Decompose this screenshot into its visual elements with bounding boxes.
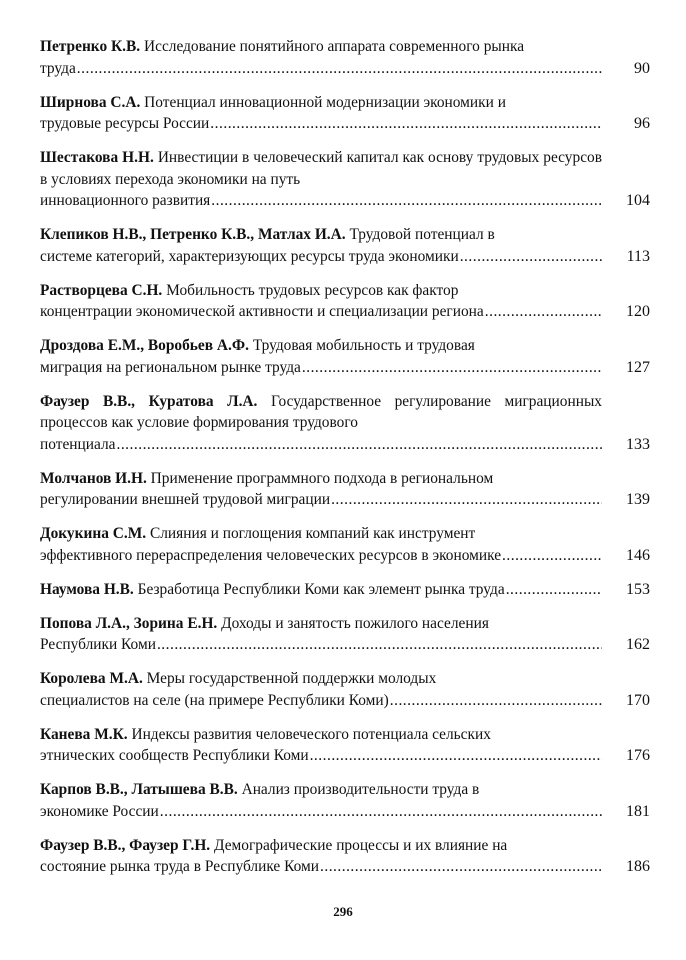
- dot-leader: [320, 856, 602, 878]
- toc-entry-text: [40, 724, 602, 767]
- entry-authors: Шестакова Н.Н.: [40, 149, 154, 166]
- dot-leader: [160, 801, 602, 823]
- dot-leader: [460, 246, 602, 268]
- toc-entry: [40, 335, 650, 378]
- entry-authors: Петренко К.В.: [40, 38, 141, 55]
- table-of-contents: [40, 36, 650, 890]
- toc-entry-text: [40, 391, 602, 456]
- entry-title: Потенциал инновационной модернизации экономики и: [144, 93, 506, 111]
- toc-entry: [40, 468, 650, 511]
- entry-title: Доходы и занятость пожилого населения: [221, 614, 489, 632]
- entry-title-end: системе категорий, характеризующих ресурсы труда экономики: [40, 247, 459, 265]
- dot-leader: [157, 634, 602, 656]
- entry-title-end: трудовые ресурсы России: [40, 115, 210, 132]
- entry-page-number: 104: [626, 192, 650, 209]
- entry-title-end: миграция на региональном рынке труда: [40, 358, 301, 376]
- entry-authors: Докукина С.М.: [40, 525, 147, 542]
- dot-leader: [211, 190, 602, 212]
- entry-authors: Фаузер В.В., Фаузер Г.Н.: [40, 836, 211, 854]
- entry-title: Применение программного подхода в региональном: [150, 469, 494, 487]
- entry-title-end: состояние рынка труда в Республике Коми: [40, 858, 319, 875]
- toc-entry: [40, 224, 650, 267]
- entry-title-end: инновационного развития: [40, 192, 211, 209]
- entry-title-end: эффективного перераспределения человеческих ресурсов в экономике: [40, 546, 502, 564]
- entry-title: Государственное регулирование миграционных процессов как условие формирования трудового: [40, 392, 602, 431]
- entry-authors: Клепиков Н.В., Петренко К.В., Матлах И.А.: [40, 226, 346, 243]
- entry-authors: Попова Л.А., Зорина Е.Н.: [40, 614, 218, 632]
- entry-authors: Фаузер В.В., Куратова Л.А.: [40, 392, 258, 410]
- entry-page-number: 113: [626, 247, 650, 265]
- entry-page-number: 186: [626, 858, 650, 875]
- entry-page-number: 133: [626, 435, 650, 453]
- toc-entry: [40, 280, 650, 323]
- toc-entry: [40, 92, 650, 135]
- entry-page-number: 170: [626, 691, 650, 709]
- toc-entry: [40, 724, 650, 767]
- entry-title-end: Республики Коми: [40, 636, 156, 653]
- toc-entry: [40, 835, 650, 878]
- dot-leader: [485, 301, 602, 323]
- entry-title-end: концентрации экономической активности и специализации региона: [40, 303, 484, 320]
- dot-leader: [506, 579, 602, 601]
- entry-title: Меры государственной поддержки молодых: [146, 670, 437, 687]
- entry-title: Исследование понятийного аппарата современного рынка: [144, 38, 525, 55]
- entry-title: Анализ производительности труда в: [241, 781, 480, 798]
- entry-title: Слияния и поглощения компаний как инструмент: [149, 525, 476, 542]
- entry-title-end: Безработица Республики Коми как элемент рынка труда: [137, 580, 505, 598]
- toc-entry: [40, 36, 650, 79]
- dot-leader: [390, 690, 602, 712]
- entry-authors: Канева М.К.: [40, 725, 128, 743]
- entry-page-number: 90: [634, 59, 650, 77]
- dot-leader: [331, 489, 602, 511]
- entry-title-end: специалистов на селе (на примере Республики Коми): [40, 691, 389, 709]
- entry-page-number: 120: [626, 303, 650, 320]
- toc-entry-text: [40, 280, 602, 323]
- entry-page-number: 96: [634, 115, 650, 132]
- entry-title-end: регулировании внешней трудовой миграции: [40, 491, 331, 508]
- page-number: 296: [333, 904, 353, 919]
- toc-entry: [40, 779, 650, 822]
- toc-entry-text: [40, 613, 602, 656]
- toc-entry-text: [40, 468, 602, 511]
- entry-title: Трудовой потенциал в: [349, 226, 495, 243]
- toc-entry-text: [40, 835, 602, 878]
- entry-page-number: 146: [626, 546, 650, 564]
- dot-leader: [310, 745, 602, 767]
- toc-entry-text: [40, 335, 602, 378]
- toc-entry: [40, 579, 650, 601]
- entry-authors: Ширнова С.А.: [40, 93, 141, 111]
- dot-leader: [302, 357, 602, 379]
- toc-entry-text: [40, 36, 602, 79]
- toc-entry: [40, 668, 650, 711]
- entry-title-end: труда: [40, 59, 76, 77]
- entry-authors: Наумова Н.В.: [40, 580, 134, 598]
- entry-title: Инвестиции в человеческий капитал как основу трудовых ресурсов в условиях перехода экономики на путь: [40, 149, 602, 188]
- entry-title: Трудовая мобильность и трудовая: [252, 337, 475, 354]
- toc-entry-text: [40, 92, 602, 135]
- toc-entry-text: [40, 147, 602, 212]
- toc-entry: [40, 613, 650, 656]
- entry-title-end: этнических сообществ Республики Коми: [40, 747, 309, 764]
- entry-title: Мобильность трудовых ресурсов как фактор: [166, 281, 459, 299]
- dot-leader: [210, 113, 602, 135]
- toc-entry-text: [40, 779, 602, 822]
- entry-page-number: 181: [626, 802, 650, 820]
- entry-page-number: 139: [626, 491, 650, 508]
- entry-authors: Дроздова Е.М., Воробьев А.Ф.: [40, 337, 249, 354]
- entry-page-number: 162: [626, 636, 650, 653]
- dot-leader: [77, 58, 602, 80]
- entry-authors: Королева М.А.: [40, 670, 143, 687]
- dot-leader: [116, 434, 602, 456]
- entry-authors: Молчанов И.Н.: [40, 469, 147, 487]
- toc-entry: [40, 147, 650, 212]
- entry-title: Индексы развития человеческого потенциала сельских: [131, 725, 491, 743]
- entry-authors: Карпов В.В., Латышева В.В.: [40, 781, 238, 798]
- entry-title-end: потенциала: [40, 435, 116, 453]
- entry-title-end: экономике России: [40, 802, 159, 820]
- toc-entry: [40, 391, 650, 456]
- entry-title: Демографические процессы и их влияние на: [214, 836, 508, 854]
- entry-authors: Растворцева С.Н.: [40, 281, 163, 299]
- entry-page-number: 176: [626, 747, 650, 764]
- toc-entry-text: [40, 668, 602, 711]
- toc-entry-text: [40, 523, 602, 566]
- dot-leader: [502, 545, 602, 567]
- toc-entry-text: [40, 224, 602, 267]
- entry-page-number: 153: [626, 580, 650, 598]
- toc-entry: [40, 523, 650, 566]
- toc-entry-text: [40, 579, 602, 601]
- entry-page-number: 127: [626, 358, 650, 376]
